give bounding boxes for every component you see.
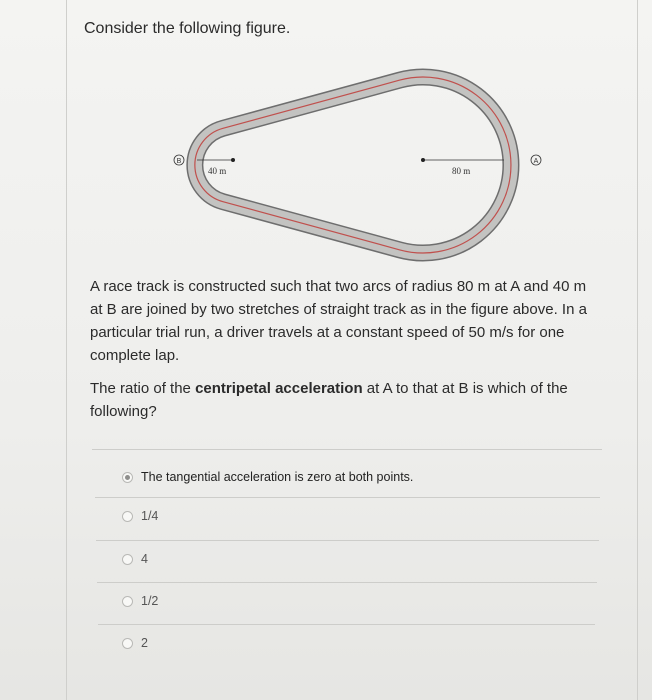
answer-option[interactable] (122, 509, 158, 523)
radius-a-label: 80 m (452, 166, 471, 176)
radio-button[interactable] (122, 596, 133, 607)
divider (95, 497, 600, 498)
radio-button[interactable] (122, 511, 133, 522)
question-heading: Consider the following figure. (84, 20, 291, 37)
option-label: 1/2 (141, 594, 159, 608)
prompt-start: The ratio of the (90, 380, 196, 397)
question-prompt (90, 377, 590, 423)
answer-option[interactable] (122, 636, 148, 650)
radio-button[interactable] (122, 554, 133, 565)
track (195, 77, 511, 253)
prompt-end: at A to that at B is which of the following? (90, 380, 568, 420)
option-label: 2 (141, 636, 148, 650)
answer-option[interactable] (122, 552, 148, 566)
race-track-figure (0, 0, 652, 270)
option-label: The tangential acceleration is zero at both points. (141, 470, 414, 484)
answer-option[interactable] (122, 594, 158, 608)
radius-b-label: 40 m (208, 166, 227, 176)
prompt-bold: centripetal acceleration (195, 380, 363, 397)
point-a-label: A (533, 158, 539, 165)
point-b-label: B (176, 158, 182, 165)
radio-button-selected[interactable] (122, 472, 133, 483)
divider (96, 540, 599, 541)
option-label: 4 (141, 552, 148, 566)
option-label: 1/4 (141, 509, 159, 523)
question-text: A race track is constructed such that two arcs of radius 80 m at A and 40 m at B are joined by two stretches of straight track as in the figure above. In a particular trial run, a driver travels at a constant speed of 50 m/s for one complete lap. (90, 278, 587, 364)
radius-a-marker (421, 158, 504, 162)
divider (97, 582, 597, 583)
answer-option[interactable] (122, 470, 413, 484)
divider (92, 449, 602, 450)
divider (98, 624, 595, 625)
radio-button[interactable] (122, 638, 133, 649)
